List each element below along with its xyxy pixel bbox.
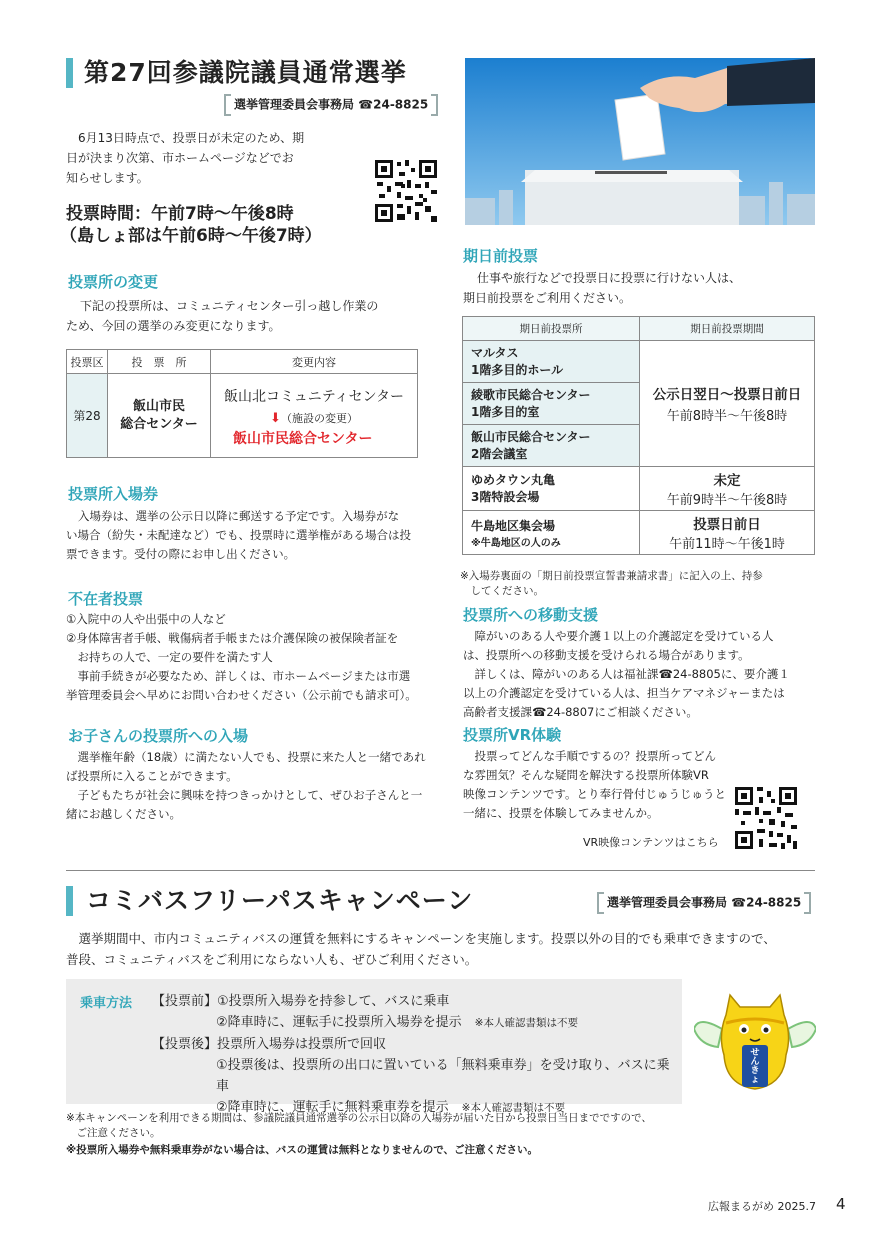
mascot-sash-text: せんきょ [750, 1048, 760, 1085]
election-intro: 6月13日時点で、投票日が未定のため、期 日が決まり次第、市ホームページなどでお 知らせします。 [66, 131, 305, 185]
change-reason: ⬇（施設の変更） [270, 410, 358, 426]
period-cell: 公示日翌日〜投票日前日 午前8時半〜午後8時 [640, 341, 815, 467]
children-text: 選挙権年齢（18歳）に満たない人でも、投票に来た人と一緒であれ ば投票所に入ることができます。 子どもたちが社会に興味を持つきっかけとして、ぜひお子さんと一 緒にお越しください。 [66, 750, 426, 821]
vr-text: 投票ってどんな手順でするの？投票所ってどん な雰囲気？そんな疑問を解決する投票所体験VR 映像コンテンツです。とり奉行骨付じゅうじゅうと 一緒に、投票を体験してみませんか。 [463, 749, 727, 820]
col-header: 期日前投票期間 [640, 317, 815, 341]
ballot-box-photo [465, 58, 815, 225]
bus-note-1: ※本キャンペーンを利用できる期間は、参議院議員通常選挙の公示日以降の入場券が届いた日から投票日当日までですので、 ご注意ください。 [66, 1112, 652, 1139]
section-divider [66, 870, 815, 871]
section-heading-children: お子さんの投票所への入場 [68, 727, 249, 745]
vr-qr-caption: VR映像コンテンツはこちら [583, 836, 719, 849]
table-row: ゆめタウン丸亀 3階特設会場 [463, 467, 640, 511]
change-table [66, 349, 418, 458]
bus-intro: 選挙期間中、市内コミュニティバスの運賃を無料にするキャンペーンを実施します。投票以外の目的でも乗車できますので、 普段、コミュニティバスをご利用にならない人も、ぜひご利用ください。 [66, 931, 776, 967]
absentee-text: ①入院中の人や出張中の人など ②身体障害者手帳、戦傷病者手帳または介護保険の被保険者証を お持ちの人で、一定の要件を満たす人 事前手続きが必要なため、詳しくは、市ホームページまたは市選 挙管理委員会へ早めにお問い合わせください（公示前でも請求可）。 [66, 612, 417, 702]
district-cell: 第28 [67, 374, 108, 458]
bus-title-accent-bar [66, 886, 73, 916]
section-heading-ticket: 投票所入場券 [68, 485, 159, 503]
early-voting-table [462, 316, 815, 555]
election-title: 第27回参議院議員通常選挙 [84, 58, 407, 87]
support-text: 障がいのある人や要介護１以上の介護認定を受けている人 は、投票所への移動支援を受けられる場合があります。 詳しくは、障がいのある人は福祉課☎24-8805に、要介護１ 以上の介護認定を受けている人は、担当ケアマネジャーまたは 高齢者支援課☎24-8807にご相談ください。 [463, 629, 790, 719]
table-row: 綾歌市民総合センター 1階多目的室 [463, 383, 640, 425]
change-content-cell [211, 374, 418, 458]
early-note: ※入場券裏面の「期日前投票宣誓書兼請求書」に記入の上、持参 してください。 [460, 570, 763, 597]
col-header: 投 票 所 [108, 350, 211, 374]
table-row: 飯山市民総合センター 2階会議室 [463, 425, 640, 467]
new-place: 飯山市民総合センター [233, 430, 373, 447]
section-heading-support: 投票所への移動支援 [463, 606, 599, 624]
section-heading-change: 投票所の変更 [68, 273, 159, 291]
col-header: 投票区 [67, 350, 108, 374]
ticket-text: 入場券は、選挙の公示日以降に郵送する予定です。入場券がな い場合（紛失・未配達など）でも、投票時に選挙権がある場合は投 票できます。受付の際にお申し出ください。 [66, 509, 411, 561]
method-steps: 【投票前】①投票所入場券を持参して、バスに乗車 ②降車時に、運転手に投票所入場券を提示 ※本人確認書類は不要 【投票後】投票所入場券は投票所で回収 ①投票後は、投票所の出口に置いている「無料乗車券」を受け取り、バスに乗車 ②降車時に、運転手に無料乗車券を提示 ※本人確認書類は不要 [152, 994, 670, 1115]
mascot-illustration [694, 985, 816, 1093]
qr-code-icon[interactable] [375, 160, 437, 226]
arrow-down-icon: ⬇ [270, 410, 281, 426]
footer-publication: 広報まるがめ 2025.7 [708, 1200, 816, 1213]
col-header: 期日前投票所 [463, 317, 640, 341]
old-place: 飯山北コミュニティセンター [223, 388, 405, 405]
period-cell: 投票日前日 午前11時〜午後1時 [640, 511, 815, 555]
boarding-method-box [66, 979, 682, 1115]
change-text: 下記の投票所は、コミュニティセンター引っ越し作業の ため、今回の選挙のみ変更になります。 [66, 299, 379, 333]
vr-qr-code-icon[interactable] [735, 787, 797, 853]
period-cell: 未定 午前9時半〜午後8時 [640, 467, 815, 511]
election-contact: 選挙管理委員会事務局 ☎24-8825 [224, 94, 438, 116]
section-heading-early: 期日前投票 [463, 247, 539, 265]
bus-note-2: ※投票所入場券や無料乗車券がない場合は、バスの運賃は無料となりませんので、ご注意ください。 [66, 1144, 538, 1156]
method-label: 乗車方法 [80, 996, 133, 1011]
title-accent-bar [66, 58, 73, 88]
place-cell: 飯山市民 総合センター [108, 374, 211, 458]
voting-hours: 投票時間：午前7時〜午後8時 [66, 204, 294, 224]
table-row: 牛島地区集会場 ※牛島地区の人のみ [463, 511, 640, 555]
section-heading-absentee: 不在者投票 [68, 590, 144, 608]
table-row: マルタス 1階多目的ホール [463, 341, 640, 383]
section-heading-vr: 投票所VR体験 [463, 726, 562, 744]
col-header: 変更内容 [211, 350, 418, 374]
voting-hours-island: （島しょ部は午前6時〜午後7時） [60, 226, 322, 246]
bus-contact: 選挙管理委員会事務局 ☎24-8825 [597, 892, 811, 914]
bus-title: コミバスフリーパスキャンペーン [86, 886, 474, 915]
page-number: 4 [836, 1195, 846, 1213]
early-text: 仕事や旅行などで投票日に投票に行けない人は、 期日前投票をご利用ください。 [463, 271, 742, 305]
